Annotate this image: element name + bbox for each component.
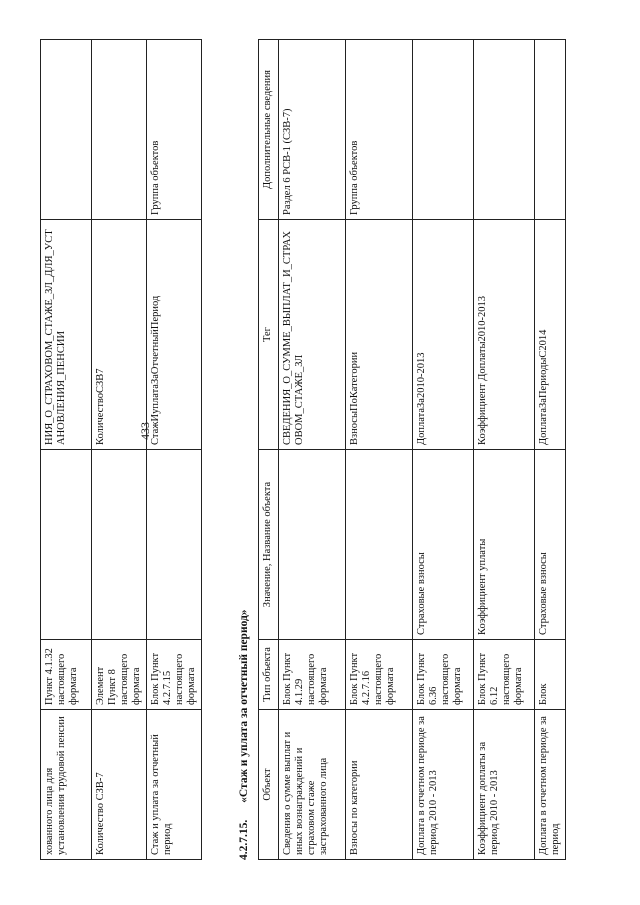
table-cell [92,40,147,220]
table-cell: ДоплатаЗаПериодыС2014 [535,220,566,450]
table-header-row [259,40,279,860]
column-header: Тип объекта [259,640,279,710]
table-cell: Блок Пункт 4.1.29 настоящего формата [279,640,346,710]
section-table [258,39,566,860]
section-number: 4.2.7.15. [238,819,250,860]
table-row [147,40,202,860]
table-cell: Блок Пункт 6.36 настоящего формата [413,640,474,710]
table-cell: Коэффициент доплаты за период 2010 - 2013 [474,710,535,860]
table-row [346,40,413,860]
table-cell [474,40,535,220]
table-row [41,40,92,860]
table-cell: Блок Пункт 4.2.7.16 настоящего формата [346,640,413,710]
table-row [413,40,474,860]
table-cell: Страховые взносы [413,450,474,640]
table-cell: Коэффициент уплаты [474,450,535,640]
section-title: «Стаж и уплата за отчетный период» [238,609,250,803]
table-cell [279,450,346,640]
table-cell: Блок [535,640,566,710]
table-cell: Элемент Пункт 8 настоящего формата [92,640,147,710]
table-cell [147,450,202,640]
table-cell [41,40,92,220]
page-number: 433 [138,422,152,440]
table-cell: Доплата в отчетном периоде за период [535,710,566,860]
table-cell: Сведения о сумме выплат и иных вознаграждений и страховом стаже застрахованного лица [279,710,346,860]
column-header: Значение, Название объекта [259,450,279,640]
table-cell: Раздел 6 РСВ-1 (СЗВ-7) [279,40,346,220]
column-header: Дополнительные сведения [259,40,279,220]
table-cell: СВЕДЕНИЯ_О_СУММЕ_ВЫПЛАТ_И_СТРАХОВОМ_СТАЖЕ_ЗЛ [279,220,346,450]
table-cell: Группа объектов [147,40,202,220]
table-cell: Пункт 4.1.32 настоящего формата [41,640,92,710]
table-row [474,40,535,860]
table-row [279,40,346,860]
table-cell: СтажИуплатаЗаОтчетныйПериод [147,220,202,450]
table-cell: ДоплатаЗа2010-2013 [413,220,474,450]
table-cell [92,450,147,640]
table-cell [413,40,474,220]
continuation-table [40,39,202,860]
table-cell [41,450,92,640]
table-cell: Страховые взносы [535,450,566,640]
table-cell: КоличествоСЗВ7 [92,220,147,450]
rotated-page [40,40,600,860]
table-cell [346,450,413,640]
table-cell: Количество СЗВ-7 [92,710,147,860]
table-cell: Блок Пункт 6.12 настоящего формата [474,640,535,710]
table-row [535,40,566,860]
table-cell: Доплата в отчетном периоде за период 2010 - 2013 [413,710,474,860]
table-cell: ВзносыПоКатегории [346,220,413,450]
table-cell: хованного лица для установления трудовой пенсии [41,710,92,860]
section-heading [238,609,250,860]
table-cell: НИЯ_О_СТРАХОВОМ_СТАЖЕ_ЗЛ_ДЛЯ_УСТАНОВЛЕНИЯ_ПЕНСИИ [41,220,92,450]
table-cell: Взносы по категории [346,710,413,860]
column-header: Объект [259,710,279,860]
column-header: Тег [259,220,279,450]
table-cell: Группа объектов [346,40,413,220]
table-cell [535,40,566,220]
table-cell: Коэффициент Доплаты2010-2013 [474,220,535,450]
table-cell: Стаж и уплата за отчетный период [147,710,202,860]
table-row [92,40,147,860]
table-cell: Блок Пункт 4.2.7.15 настоящего формата [147,640,202,710]
